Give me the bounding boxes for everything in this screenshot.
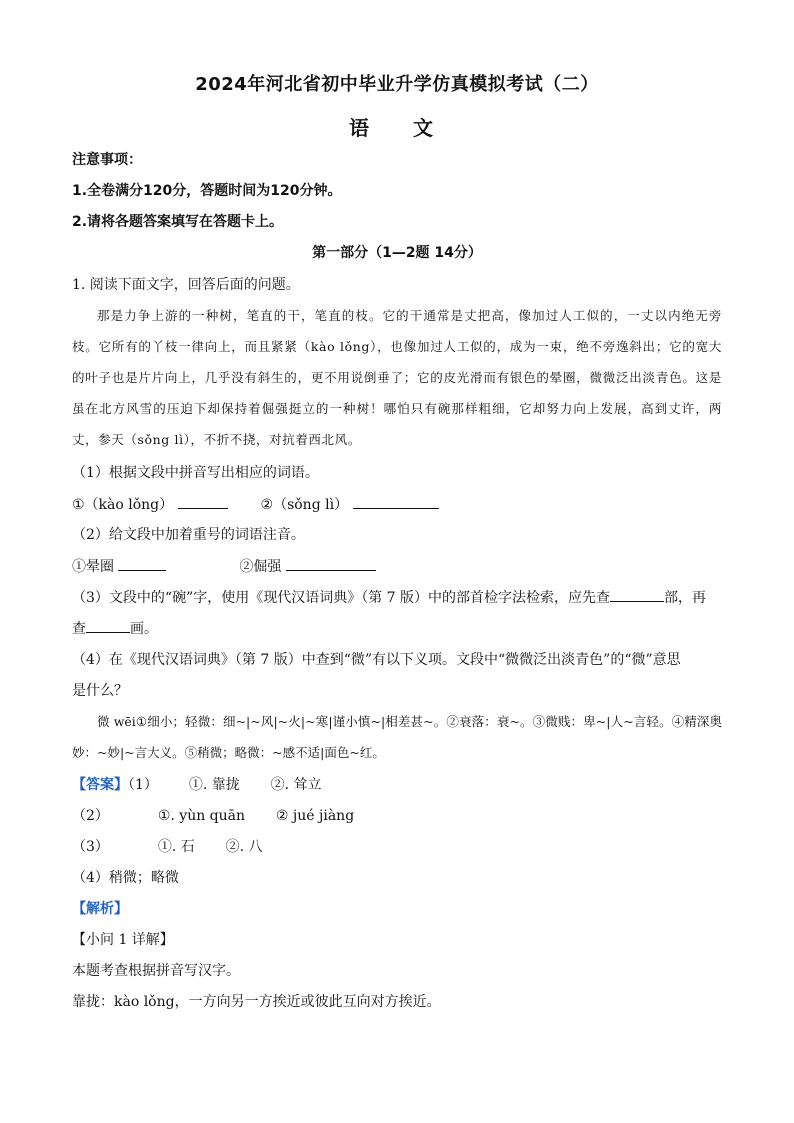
answer-tag: 【答案】 [72, 777, 128, 793]
analysis-line-1: 本题考查根据拼音写汉字。 [72, 963, 240, 979]
sub-question-3-text: 画。 [130, 621, 158, 637]
sub-question-3-line-2 [72, 618, 158, 639]
reading-passage [72, 300, 722, 455]
answer-num: （1） [128, 777, 158, 793]
sub-question-2-blanks [72, 556, 376, 577]
sub-question-4-line-1: （4）在《现代汉语词典》（第 7 版）中查到“微”有以下义项。文段中“微微泛出淡青色”的“微”意思 [72, 652, 681, 668]
sub-question-3-text: （3）文段中的“碗”字，使用《现代汉语词典》（第 7 版）中的部首检字法检索，应先查 [72, 590, 611, 606]
question-stem: 1. 阅读下面文字，回答后面的问题。 [72, 277, 300, 293]
answer-b: ② jué jiàng [275, 808, 355, 824]
word-a: ①晕圈 [72, 559, 114, 575]
answer-blank[interactable] [353, 494, 439, 509]
sub-question-1-blanks [72, 494, 439, 515]
answer-row-1 [72, 775, 322, 795]
answer-row-3 [72, 837, 263, 857]
answer-row-2 [72, 806, 354, 826]
notes-item-1: 1.全卷满分120分，答题时间为120分钟。 [72, 183, 342, 199]
word-b: ②倔强 [239, 559, 282, 575]
answer-blank[interactable] [286, 556, 376, 571]
exam-title: 2024年河北省初中毕业升学仿真模拟考试（二） [195, 74, 599, 95]
answer-num: （3） [72, 839, 109, 855]
answer-b: ②. 八 [225, 839, 263, 855]
analysis-subtag: 【小问 1 详解】 [72, 932, 174, 948]
dictionary-entry [72, 706, 722, 768]
sub-question-3-line-1 [72, 587, 706, 608]
dictionary-text: 微 wēi①细小；轻微：细~|~风|~火|~寒|谨小慎~|相差甚~。②衰落：衰~。③微贱：卑~|人~言轻。④精深奥妙：~妙|~言大义。⑤稍微；略微：~感不适|面色~红。 [72, 714, 722, 760]
answer-blank[interactable] [86, 618, 130, 633]
subject-title: 语 文 [349, 116, 445, 140]
answer-a: ①. 石 [157, 839, 195, 855]
notes-heading: 注意事项： [72, 152, 142, 168]
analysis-tag: 【解析】 [72, 901, 128, 917]
passage-text: 那是力争上游的一种树，笔直的干，笔直的枝。它的干通常是丈把高，像加过人工似的，一丈以内绝无旁枝。它所有的丫枝一律向上，而且紧紧（kào lǒng），也像加过人工似的，成为一束，绝不旁逸斜出；它的宽大的叶子也是片片向上，几乎没有斜生的，更不用说倒垂了；它的皮光滑而有银色的晕圈，微微泛出淡青色。这是虽在北方风雪的压迫下却保持着倔强挺立的一种树！哪怕只有碗那样粗细，它却努力向上发展，高到丈许，两丈，参天（sǒng lì），不折不挠，对抗着西北风。 [72, 308, 722, 447]
sub-question-2: （2）给文段中加着重号的词语注音。 [72, 527, 305, 543]
sub-question-4-line-2: 是什么？ [72, 683, 128, 699]
part-heading: 第一部分（1—2题 14分） [312, 245, 482, 261]
answer-b: ②. 耸立 [270, 777, 322, 793]
pinyin-a: ①（kào lǒng） [72, 497, 174, 513]
answer-a: ①. 靠拢 [188, 777, 240, 793]
answer-num: （2） [72, 808, 109, 824]
answer-a: ①. yùn quān [157, 808, 246, 824]
sub-question-1: （1）根据文段中拼音写出相应的词语。 [72, 465, 319, 481]
analysis-line-2: 靠拢：kào lǒng，一方向另一方挨近或彼此互向对方挨近。 [72, 994, 441, 1010]
notes-item-2: 2.请将各题答案填写在答题卡上。 [72, 214, 284, 230]
pinyin-b: ②（sǒng lì） [260, 497, 349, 513]
answer-blank[interactable] [610, 587, 664, 602]
answer-row-4: （4）稍微；略微 [72, 870, 179, 886]
answer-blank[interactable] [178, 494, 228, 509]
sub-question-3-text: 部，再 [664, 590, 707, 606]
sub-question-3-text: 查 [72, 621, 86, 637]
answer-blank[interactable] [118, 556, 166, 571]
